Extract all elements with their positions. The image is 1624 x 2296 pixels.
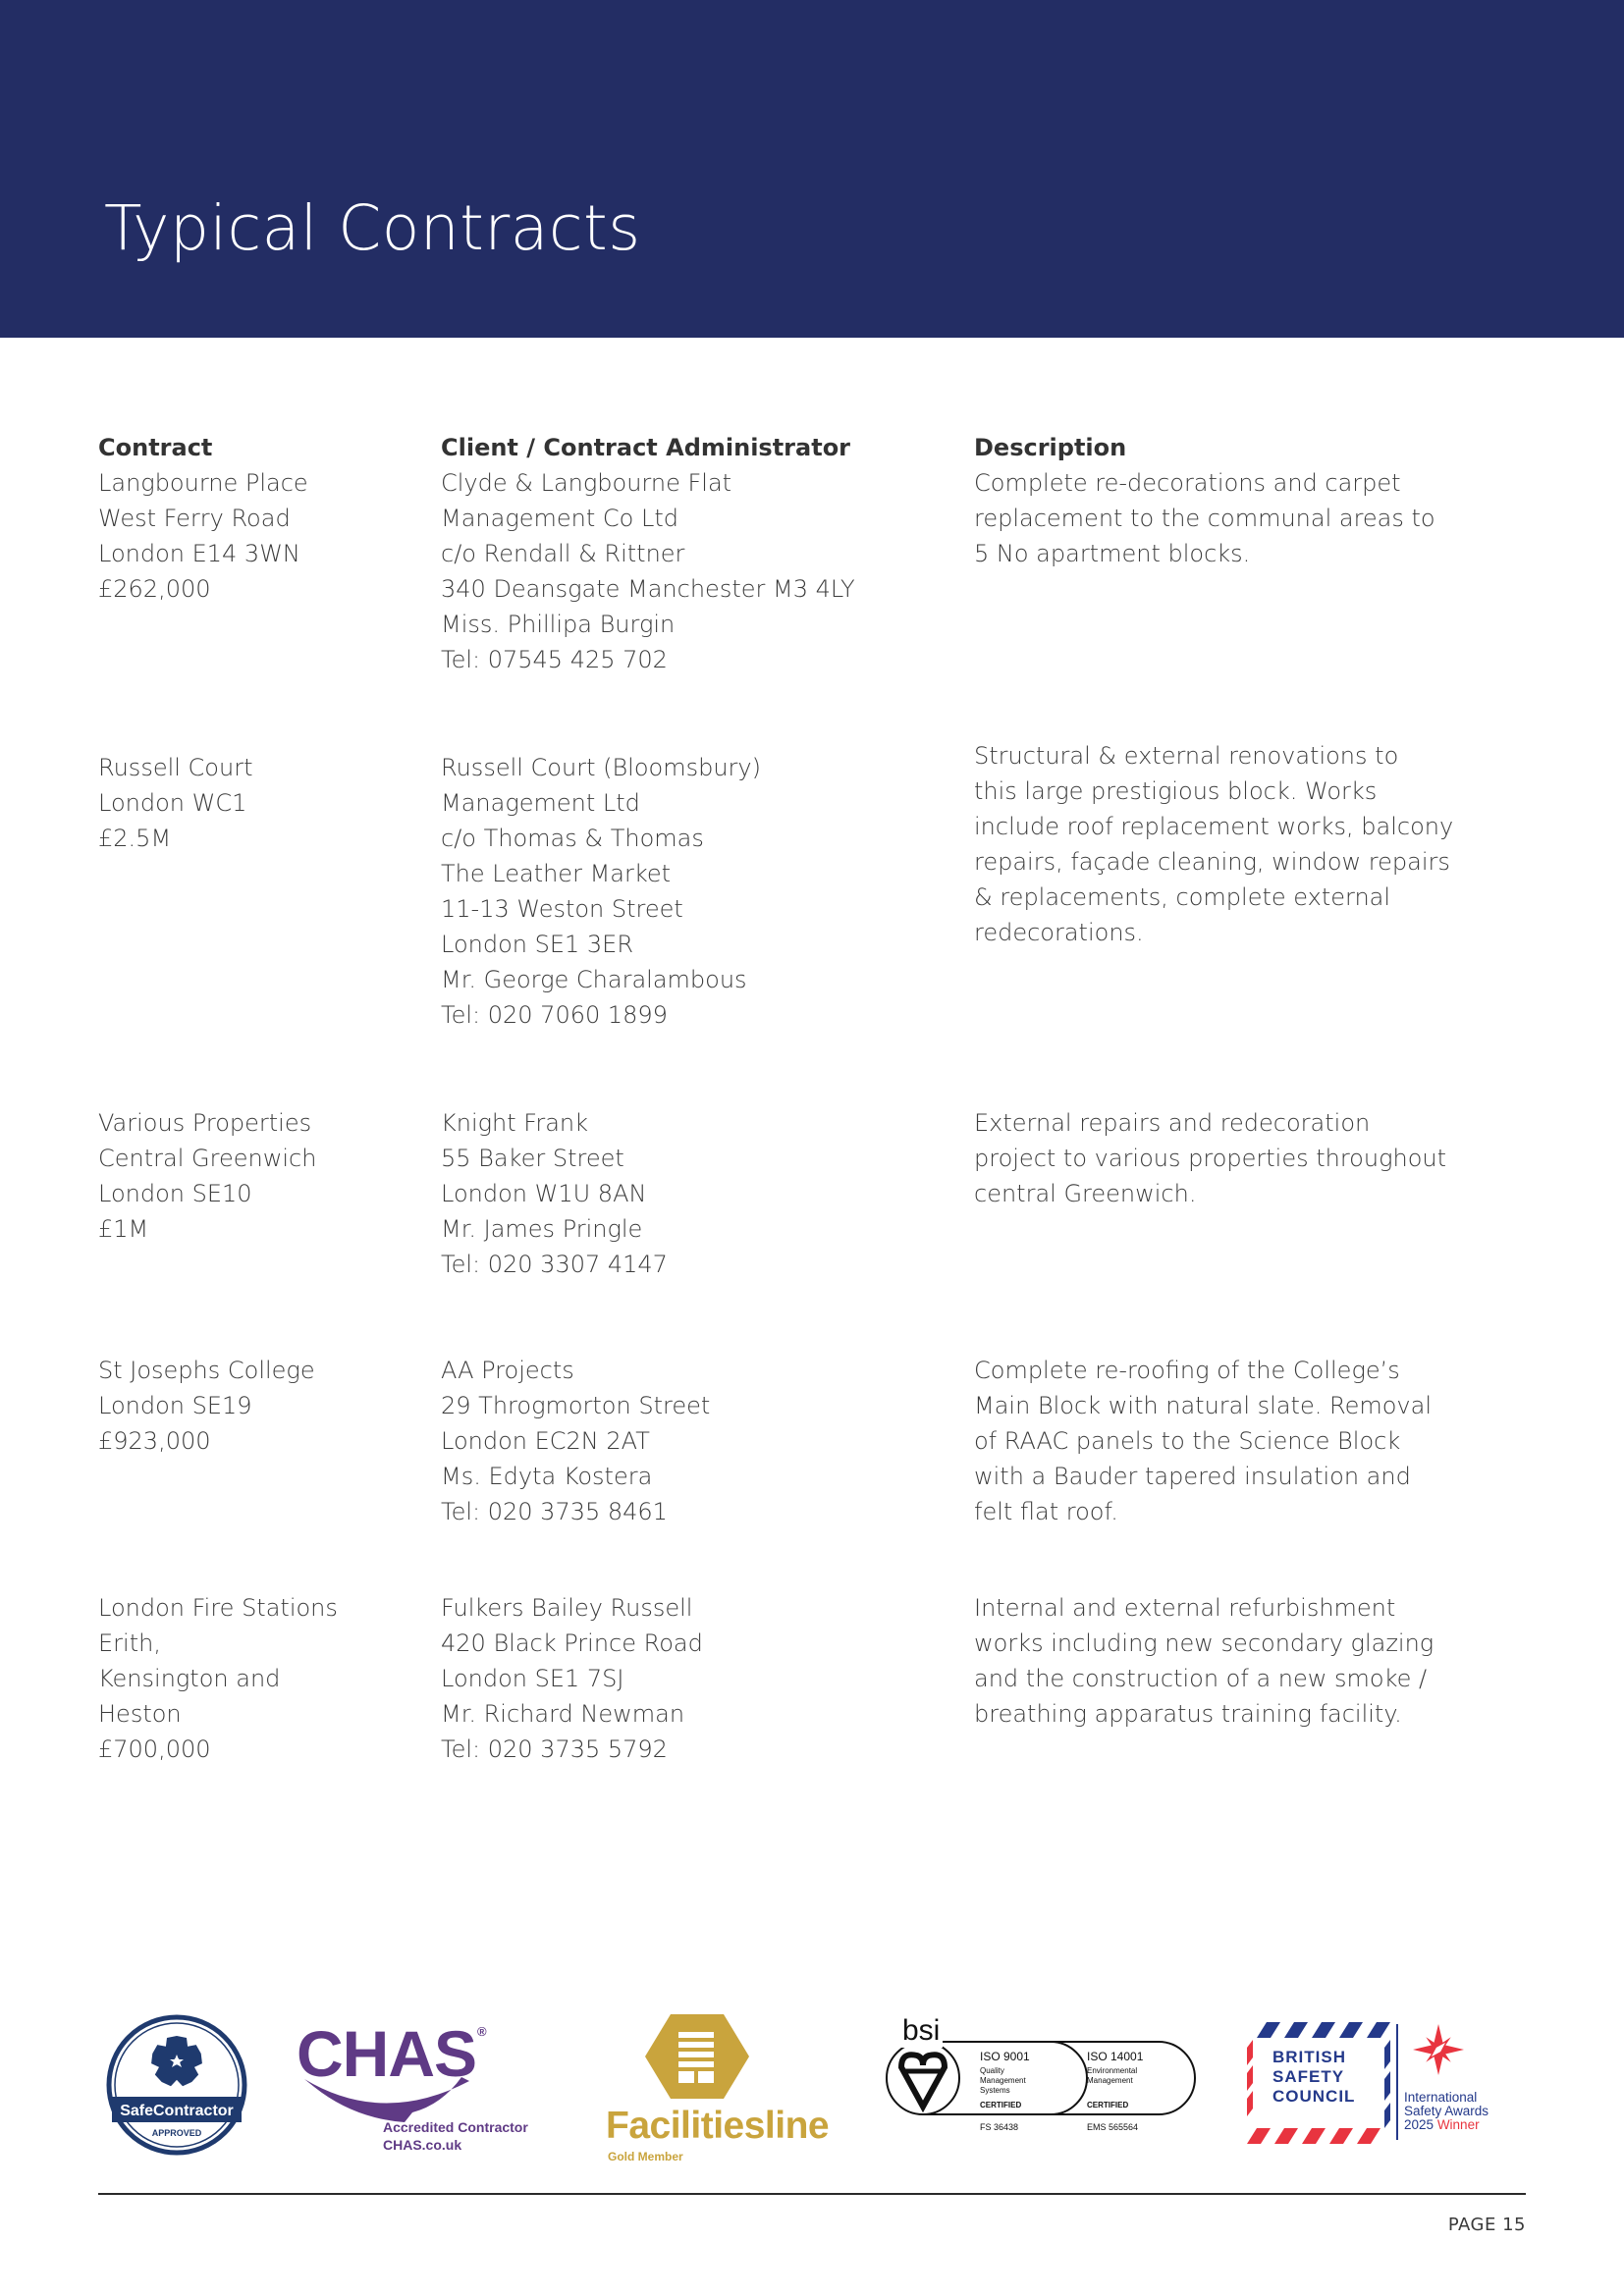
contract-line: London E14 3WN (98, 540, 300, 567)
bsc-line-safety: SAFETY (1272, 2067, 1345, 2086)
client-line: 55 Baker Street (441, 1145, 624, 1172)
description-line: central Greenwich. (974, 1180, 1197, 1207)
description-cell (974, 1590, 1485, 1732)
bsc-compass-star-icon (1413, 2024, 1464, 2075)
client-line: Fulkers Bailey Russell (441, 1594, 693, 1622)
description-line: works including new secondary glazing (974, 1629, 1435, 1657)
bsi-cert2-status: CERTIFIED (1087, 2101, 1129, 2109)
contract-line: Central Greenwich (98, 1145, 317, 1172)
page-title: Typical Contracts (104, 192, 641, 264)
bsi-cert1-status: CERTIFIED (980, 2101, 1022, 2109)
description-line: this large prestigious block. Works (974, 777, 1378, 805)
description-line: with a Bauder tapered insulation and (974, 1463, 1411, 1490)
header-band (0, 0, 1624, 338)
contract-line: West Ferry Road (98, 505, 291, 532)
chas-accredited-label: Accredited Contractor (383, 2119, 528, 2135)
bsc-line-british: BRITISH (1272, 2048, 1346, 2066)
client-line: Tel: 020 7060 1899 (441, 1001, 668, 1029)
client-cell (441, 465, 951, 677)
footer-divider (98, 2193, 1526, 2195)
description-cell (974, 1353, 1485, 1529)
safecontractor-name: SafeContractor (120, 2103, 234, 2119)
client-line: Tel: 020 3307 4147 (441, 1251, 668, 1278)
client-line: Tel: 020 3735 8461 (441, 1498, 668, 1525)
description-line: Complete re-roofing of the College’s (974, 1357, 1400, 1384)
client-cell (441, 1105, 951, 1282)
bsi-cert1-line: Quality (980, 2066, 1004, 2075)
contract-line: Erith, (98, 1629, 161, 1657)
client-line: Management Co Ltd (441, 505, 678, 532)
bsi-cert2-title: ISO 14001 (1087, 2050, 1144, 2063)
client-line: AA Projects (441, 1357, 574, 1384)
description-line: Main Block with natural slate. Removal (974, 1392, 1432, 1419)
bsi-cert1-title: ISO 9001 (980, 2050, 1030, 2063)
contract-cell (98, 750, 422, 856)
safecontractor-badge-icon (106, 2014, 247, 2156)
facilitiesline-building-icon (643, 2012, 751, 2101)
contract-line: Langbourne Place (98, 469, 308, 497)
chas-smile-icon (295, 2075, 491, 2124)
client-line: London W1U 8AN (441, 1180, 647, 1207)
bsc-award-year: 2025 (1404, 2117, 1435, 2132)
contract-line: Russell Court (98, 754, 253, 781)
contract-line: London SE10 (98, 1180, 252, 1207)
contract-line: £262,000 (98, 575, 211, 603)
page-number: PAGE 15 (1447, 2215, 1526, 2235)
bsi-brand: bsi (899, 2014, 943, 2048)
client-line: London EC2N 2AT (441, 1427, 650, 1455)
client-line: Russell Court (Bloomsbury) (441, 754, 761, 781)
client-cell (441, 1353, 951, 1529)
client-line: The Leather Market (441, 860, 672, 887)
description-line: project to various properties throughout (974, 1145, 1446, 1172)
contract-line: London Fire Stations (98, 1594, 338, 1622)
description-column-header: Description (974, 434, 1127, 461)
client-line: Knight Frank (441, 1109, 589, 1137)
bsi-cert2-number: EMS 565564 (1087, 2122, 1139, 2132)
description-line: repairs, façade cleaning, window repairs (974, 848, 1450, 876)
client-line: c/o Thomas & Thomas (441, 825, 704, 852)
contract-column-header: Contract (98, 434, 213, 461)
description-line: redecorations. (974, 919, 1144, 946)
contract-line: London WC1 (98, 789, 247, 817)
contract-cell (98, 1353, 422, 1459)
description-line: External repairs and redecoration (974, 1109, 1371, 1137)
description-line: replacement to the communal areas to (974, 505, 1435, 532)
description-line: Structural & external renovations to (974, 742, 1399, 770)
safecontractor-logo (106, 2014, 247, 2156)
client-line: Mr. Richard Newman (441, 1700, 685, 1728)
facilitiesline-wordmark: Facilitiesline (606, 2105, 830, 2147)
client-line: Tel: 020 3735 5792 (441, 1735, 668, 1763)
description-line: of RAAC panels to the Science Block (974, 1427, 1401, 1455)
contract-cell (98, 1105, 422, 1247)
client-line: 11-13 Weston Street (441, 895, 683, 923)
chas-logo (295, 2017, 540, 2167)
client-cell (441, 750, 951, 1033)
contract-line: Kensington and (98, 1665, 281, 1692)
chas-registered-mark: ® (477, 2024, 487, 2039)
bsi-logo (874, 2014, 1286, 2167)
client-line: Tel: 07545 425 702 (441, 646, 668, 673)
client-line: c/o Rendall & Rittner (441, 540, 685, 567)
chas-url: CHAS.co.uk (383, 2137, 462, 2153)
client-line: Mr. James Pringle (441, 1215, 643, 1243)
contract-line: £923,000 (98, 1427, 211, 1455)
contract-line: Various Properties (98, 1109, 312, 1137)
client-line: Clyde & Langbourne Flat (441, 469, 732, 497)
description-line: 5 No apartment blocks. (974, 540, 1251, 567)
british-safety-council-logo (1247, 2022, 1532, 2160)
contract-line: £2.5M (98, 825, 172, 852)
contract-line: Heston (98, 1700, 182, 1728)
facilitiesline-logo (604, 2012, 830, 2169)
client-line: London SE1 7SJ (441, 1665, 624, 1692)
bsi-cert2-line: Management (1087, 2076, 1133, 2085)
bsi-cert2-line: Environmental (1087, 2066, 1138, 2075)
bsc-award-line2: Safety Awards (1404, 2104, 1489, 2118)
contract-line: St Josephs College (98, 1357, 315, 1384)
contract-cell (98, 465, 422, 607)
client-line: Management Ltd (441, 789, 640, 817)
client-line: Mr. George Charalambous (441, 966, 747, 993)
client-line: 340 Deansgate Manchester M3 4LY (441, 575, 855, 603)
bsc-line-council: COUNCIL (1272, 2087, 1356, 2106)
description-line: felt flat roof. (974, 1498, 1118, 1525)
description-line: Internal and external refurbishment (974, 1594, 1396, 1622)
bsc-award-line1: International (1404, 2090, 1478, 2105)
client-column-header: Client / Contract Administrator (441, 434, 851, 461)
description-line: breathing apparatus training facility. (974, 1700, 1402, 1728)
client-line: Ms. Edyta Kostera (441, 1463, 653, 1490)
description-line: Complete re-decorations and carpet (974, 469, 1401, 497)
description-line: and the construction of a new smoke / (974, 1665, 1428, 1692)
bsi-cert1-line: Management (980, 2076, 1026, 2085)
bsc-award-winner: Winner (1436, 2117, 1480, 2132)
client-line: Miss. Phillipa Burgin (441, 611, 676, 638)
description-cell (974, 738, 1485, 950)
client-line: 420 Black Prince Road (441, 1629, 703, 1657)
description-line: include roof replacement works, balcony (974, 813, 1454, 840)
chas-wordmark: CHAS (297, 2017, 477, 2090)
accreditation-logos (98, 2002, 1532, 2169)
client-cell (441, 1590, 951, 1767)
client-line: London SE1 3ER (441, 931, 634, 958)
description-cell (974, 465, 1485, 571)
contract-line: £700,000 (98, 1735, 211, 1763)
client-line: 29 Throgmorton Street (441, 1392, 711, 1419)
bsi-cert1-number: FS 36438 (980, 2122, 1019, 2132)
safecontractor-status: APPROVED (151, 2128, 202, 2138)
contract-cell (98, 1590, 422, 1767)
description-cell (974, 1105, 1485, 1211)
facilitiesline-tier: Gold Member (608, 2150, 683, 2163)
description-line: & replacements, complete external (974, 883, 1391, 911)
contract-line: London SE19 (98, 1392, 252, 1419)
contract-line: £1M (98, 1215, 149, 1243)
bsi-cert1-line: Systems (980, 2086, 1010, 2095)
